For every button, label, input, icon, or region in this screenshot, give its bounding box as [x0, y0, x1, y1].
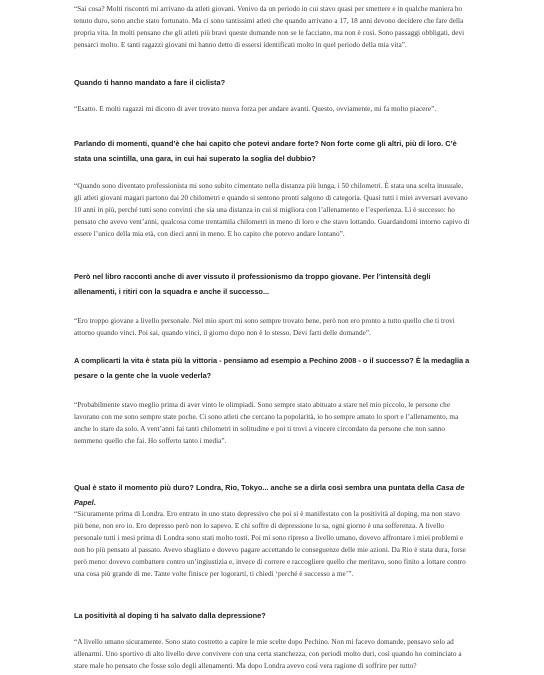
question-tail: .: [93, 498, 96, 507]
answer-paragraph: “Probabilmente stavo meglio prima di aver vinto le olimpiadi. Sono sempre stato abituato a stare nel mio piccolo, le persone che lavorano con me sono sempre state poche. Ci sono atleti che cercano la popolarità, io ho sempre amato lo sport e l’allenamento, ma anche lo stare da solo. A vent’anni fai tanti chilometri in solitudine e poi ti trovi a vincere circondato da persone che non sanno nemmeno quello che fai. Ho sofferto tanto i media”.: [74, 401, 459, 445]
answer-paragraph: “Quando sono diventato professionista mi sono subito cimentato nella distanza più lunga, i 50 chilometri. È stata una scelta inusuale, gli atleti giovani magari partono dai 20 chilometri e quando si sentono pronti salgono di categoria. Quasi tutti i miei avversari avevano 10 anni in più, perché tutti sono convinti che sia una distanza in cui si migliora con l’allenamento e l’esperienza. Lì è successo: ho pensato che avevo vent’anni, qualcosa come trentamila chilometri in meno di loro e che stavo lottando. Guardandomi intorno capivo di essere l’unico della mia età, con dieci anni in meno. E ho capito che potevo andare lontano”.: [74, 182, 470, 238]
question-heading: Però nel libro racconti anche di aver vissuto il professionismo da troppo giovane. Per l’intensità degli allenamenti, i ritiri con la squadra e anche il successo...: [74, 272, 431, 296]
question-heading: Parlando di momenti, quand’è che hai capito che potevi andare forte? Non forte come gli altri, più di loro. C’è stata una scintilla, una gara, in cui hai superato la soglia del dubbio?: [74, 139, 457, 163]
answer-paragraph: “Esatto. E molti ragazzi mi dicono di aver trovato nuova forza per andare avanti. Questo, ovviamente, mi fa molto piacere”.: [74, 105, 437, 113]
answer-paragraph: “Sai cosa? Molti riscontri mi arrivano da atleti giovani. Venivo da un periodo in cui stavo quasi per smettere e in qualche maniera ho tenuto duro, sono anche stato fortunato. Ma ci sono tantissimi atleti che quando arrivano a 17, 18 anni devono decidere che fare della propria vita. In molti pensano che gli atleti più bravi queste domande non se le facciano, ma non è così. Sono passaggi obbligati, devi pensarci molto. E tanti ragazzi giovani mi hanno detto di essersi identificati molto in quel periodo della mia vita”.: [74, 5, 465, 49]
answer-paragraph: “A livello umano sicuramente. Sono stato costretto a capire le mie scelte dopo Pechino. Non mi facevo domande, pensavo solo ad allenarmi. Uno sportivo di alto livello deve convivere con una certa stanchezza, con periodi molto duri, così quando ho cominciato a stare male ho pensato che fosse solo degli allenamenti. Ma dopo Londra avevo così vera ragione di soffrire per tutto?: [74, 638, 462, 670]
question-heading: [74, 480, 470, 510]
question-heading: Quando ti hanno mandato a fare il ciclista?: [74, 78, 226, 87]
answer-paragraph: “Sicuramente prima di Londra. Ero entrato in uno stato depressivo che poi si è manifestato con la positività al doping, ma non stavo più bene, non ero io. Ero depresso però non lo sapevo. E chi soffre di depressione lo sa, ogni giorno è una sofferenza. A livello personale tutti i mesi prima di Londra sono stati molto tosti. Poi mi sono ripreso a livello umano, dovevo affrontare i miei problemi e non ho più pensato al passato. Avevo sbagliato e dovevo pagare accettando le conseguenze delle mie azioni. Da Rio è stata dura, forse però meno: dovevo combattere contro un’ingiustizia e, invece di correre e raccogliere quello che meritavo, sono finito a lottare contro una cosa più grande di me. Tante volte finisce per logorarti, ti chiedi ‘perché è successo a me’”.: [74, 510, 466, 578]
question-heading: A complicarti la vita è stata più la vittoria - pensiamo ad esempio a Pechino 2008 - o il successo? È la medaglia a pesare o la gente che la vuole vederla?: [74, 356, 470, 380]
question-text: Qual è stato il momento più duro? Londra, Rio, Tokyo... anche se a dirla così sembra una puntata della: [74, 483, 437, 492]
answer-paragraph: “Ero troppo giovane a livello personale. Nel mio sport mi sono sempre trovato bene, però non ero pronto a tutto quello che ti trovi attorno quando vinci. Poi sai, quando vinci, il giorno dopo non è lo stesso. Devi farti delle domande”.: [74, 317, 455, 337]
show-title: Casa de Papel: [74, 483, 465, 507]
question-heading: La positività al doping ti ha salvato dalla depressione?: [74, 611, 266, 620]
